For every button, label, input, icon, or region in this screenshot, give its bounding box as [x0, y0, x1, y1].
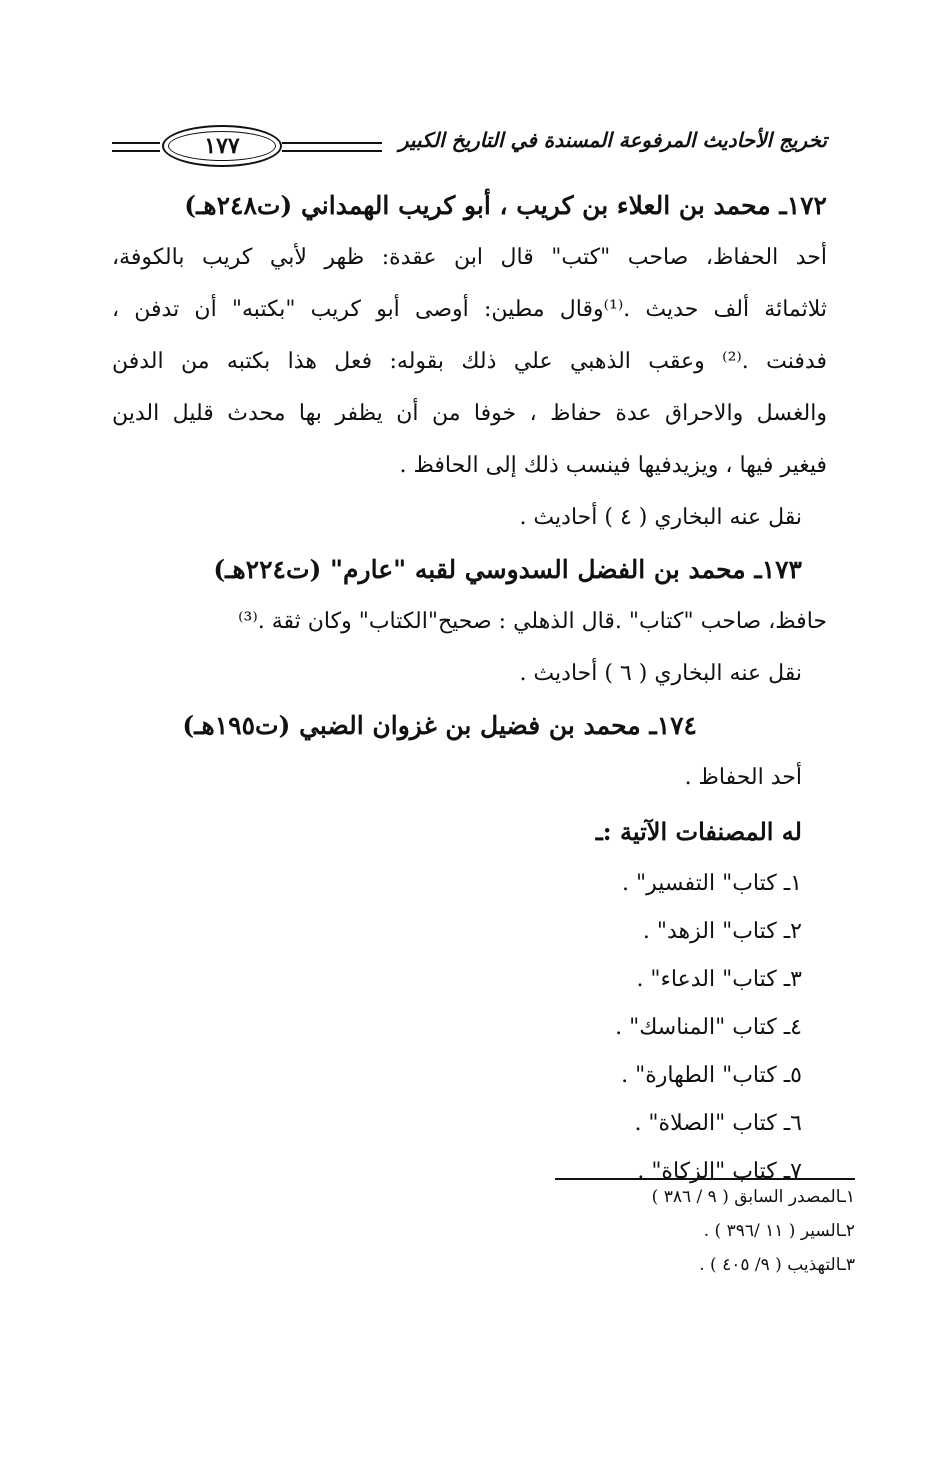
entry-172-heading: ١٧٢ـ محمد بن العلاء بن كريب ، أبو كريب الهمداني (ت٢٤٨هـ) [184, 191, 827, 220]
entry-173-bukhari: نقل عنه البخاري ( ٦ ) أحاديث . [519, 661, 802, 686]
entry-174-text-line: أحد الحفاظ . [684, 765, 802, 790]
entry-174-heading: ١٧٤ـ محمد بن فضيل بن غزوان الضبي (ت١٩٥هـ) [182, 711, 697, 740]
works-list-item: ٧ـ كتاب "الزكاة" . [637, 1159, 802, 1184]
page-body [112, 180, 827, 1196]
works-list-item: ٥ـ كتاب" الطهارة" . [621, 1063, 802, 1088]
page-number: ١٧٧ [162, 125, 282, 167]
works-list-item: ٦ـ كتاب "الصلاة" . [634, 1111, 802, 1136]
works-list-item: ٢ـ كتاب" الزهد" . [642, 919, 802, 944]
header-rule-left [112, 142, 160, 152]
entry-172-text-line: والغسل والاحراق عدة حفاظ ، خوفا من أن يظفر بها محدث قليل الدين [112, 401, 827, 426]
footnote-2: ٢ـالسير ( ١١ /٣٩٦ ) . [703, 1221, 855, 1241]
entry-172-text-line: ثلاثمائة ألف حديث .⁽¹⁾وقال مطين: أوصى أبو كريب "بكتبه" أن تدفن ، [112, 297, 827, 322]
entry-172-text-line: فدفنت .⁽²⁾ وعقب الذهبي علي ذلك بقوله: فعل هذا بكتبه من الدفن [112, 349, 827, 374]
works-list-item: ٣ـ كتاب" الدعاء" . [636, 967, 802, 992]
page-header [112, 120, 827, 170]
header-rule-right [282, 142, 382, 152]
entry-173-heading: ١٧٣ـ محمد بن الفضل السدوسي لقبه "عارم" (ت٢٢٤هـ) [213, 555, 802, 584]
footnotes [560, 1180, 855, 1282]
entry-172-bukhari: نقل عنه البخاري ( ٤ ) أحاديث . [519, 505, 802, 530]
works-heading: له المصنفات الآتية :ـ [595, 817, 802, 846]
footnote-1: ١ـالمصدر السابق ( ٩ / ٣٨٦ ) [651, 1187, 855, 1207]
entry-173-text-line: حافظ، صاحب "كتاب" .قال الذهلي : صحيح"الكتاب" وكان ثقة .⁽³⁾ [238, 609, 827, 634]
works-list-item: ٤ـ كتاب "المناسك" . [615, 1015, 802, 1040]
footnote-3: ٣ـالتهذيب ( ٩/ ٤٠٥ ) . [699, 1255, 855, 1275]
header-title: تخريج الأحاديث المرفوعة المسندة في التاريخ الكبير [398, 128, 827, 152]
entry-172-text-line: أحد الحفاظ، صاحب "كتب" قال ابن عقدة: ظهر لأبي كريب بالكوفة، [112, 245, 827, 270]
works-list-item: ١ـ كتاب" التفسير" . [622, 871, 802, 896]
entry-172-text-line: فيغير فيها ، ويزيدفيها فينسب ذلك إلى الحافظ . [399, 453, 827, 478]
